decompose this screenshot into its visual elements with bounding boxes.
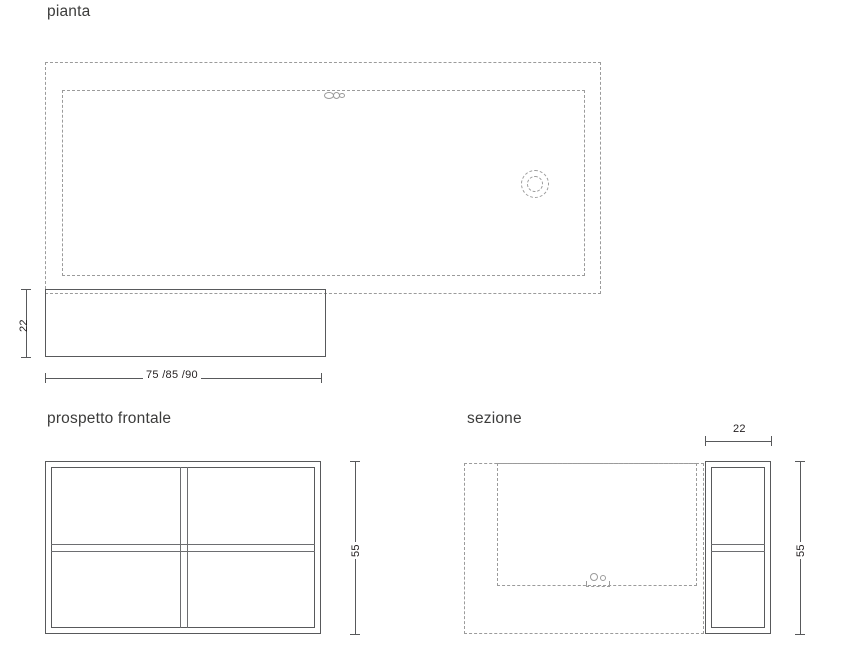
plan-inner-dashed-rect: [62, 90, 585, 276]
front-elevation-vertical-divider-left: [180, 467, 181, 628]
front-height-tick-bottom: [350, 634, 360, 635]
section-depth-tick-left: [705, 436, 706, 446]
section-depth-dimension-label: 22: [730, 423, 749, 435]
plan-width-dimension-label: 75 /85 /90: [143, 369, 201, 381]
plan-depth-tick-top: [21, 289, 31, 290]
plan-width-tick-left: [45, 373, 46, 383]
plan-cabinet-rect: [45, 289, 326, 357]
front-height-tick-top: [350, 461, 360, 462]
front-elevation-inner-rect: [51, 467, 315, 628]
plan-width-tick-right: [321, 373, 322, 383]
section-height-tick-top: [795, 461, 805, 462]
section-cabinet-shelf-bottom: [711, 551, 765, 552]
plan-view-title: pianta: [47, 3, 91, 20]
front-elevation-horizontal-divider-top: [51, 544, 315, 545]
plan-depth-dimension-label: 22: [18, 319, 30, 332]
section-depth-dimension-line: [705, 441, 771, 442]
section-drain-icon: [590, 573, 598, 581]
section-view-title: sezione: [467, 410, 522, 427]
plan-depth-tick-bottom: [21, 357, 31, 358]
drain-inner-icon: [527, 176, 543, 192]
section-cabinet-inner-rect: [711, 467, 765, 628]
section-cabinet-shelf-top: [711, 544, 765, 545]
section-height-tick-bottom: [795, 634, 805, 635]
section-basin-inner-dashed: [497, 463, 697, 586]
section-depth-tick-right: [771, 436, 772, 446]
section-drain-dashed-box: [586, 581, 610, 587]
front-elevation-horizontal-divider-bottom: [51, 551, 315, 552]
tap-hole-tertiary-icon: [339, 93, 345, 98]
front-elevation-title: prospetto frontale: [47, 410, 172, 427]
front-elevation-vertical-divider-right: [187, 467, 188, 628]
section-height-dimension-label: 55: [795, 544, 807, 557]
front-height-dimension-label: 55: [350, 544, 362, 557]
